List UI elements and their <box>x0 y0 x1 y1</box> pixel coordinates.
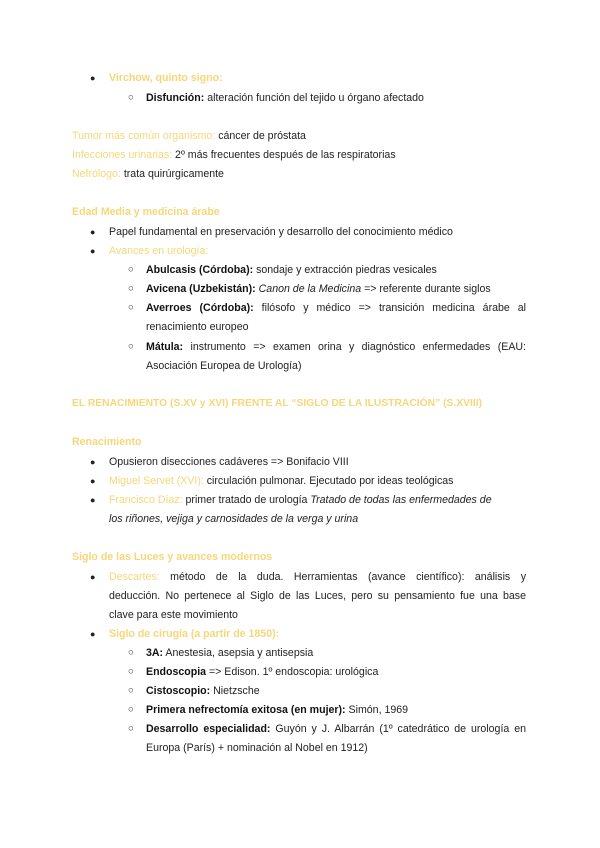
cirugia-item-nefrectomia: Primera nefrectomía exitosa (en mujer): Simón, 1969 <box>146 704 409 716</box>
descartes-item-cont: deducción. No pertenece al Siglo de las Luces, pero su pensamiento fue una base <box>109 590 526 602</box>
averroes-item-cont: renacimiento europeo <box>146 321 249 333</box>
edad-media-title: Edad Media y medicina árabe <box>72 206 220 218</box>
hollow-bullet-icon: ○ <box>128 264 134 275</box>
hollow-bullet-icon: ○ <box>128 723 134 734</box>
descartes-item-cont-2: clave para este movimiento <box>109 609 238 621</box>
bullet-icon: ● <box>90 457 96 467</box>
descartes-item: Descartes: método de la duda. Herramientas (avance científico): análisis y <box>109 571 526 583</box>
renacimiento-item-3-cont: los riñones, vejiga y carnosidades de la verga y urina <box>109 513 359 525</box>
bullet-icon: ● <box>90 572 96 582</box>
matula-item-cont: Asociación Europea de Urología) <box>146 360 302 372</box>
luces-title: Siglo de las Luces y avances modernos <box>72 551 273 563</box>
cirugia-item-cistoscopio: Cistoscopio: Nietzsche <box>146 685 260 697</box>
bullet-icon: ● <box>90 227 96 237</box>
bullet-icon: ● <box>90 246 96 256</box>
averroes-item: Averroes (Córdoba): filósofo y médico => transición medicina árabe al <box>146 302 526 314</box>
cirugia-heading: Siglo de cirugía (a partir de 1850): <box>109 628 280 640</box>
renacimiento-title: Renacimiento <box>72 436 142 448</box>
matula-item: Mátula: instrumento => examen orina y diagnóstico enfermedades (EAU: <box>146 341 526 353</box>
cirugia-item-especialidad: Desarrollo especialidad: Guyón y J. Albarrán (1º catedrático de urología en <box>146 723 526 735</box>
edad-media-bullet-2: Avances en urología: <box>109 245 209 257</box>
renacimiento-item-2: Miguel Servet (XVI): circulación pulmonar. Ejecutado por ideas teológicas <box>109 475 454 487</box>
hollow-bullet-icon: ○ <box>128 666 134 677</box>
hollow-bullet-icon: ○ <box>128 302 134 313</box>
hollow-bullet-icon: ○ <box>128 704 134 715</box>
virchow-heading: Virchow, quinto signo: <box>109 72 223 84</box>
renacimiento-item-3: Francisco Díaz: primer tratado de urología Tratado de todas las enfermedades de <box>109 494 492 506</box>
hollow-bullet-icon: ○ <box>128 283 134 294</box>
hollow-bullet-icon: ○ <box>128 92 134 103</box>
fact-infecciones: Infecciones urinarias: 2º más frecuentes después de las respiratorias <box>72 149 396 161</box>
hollow-bullet-icon: ○ <box>128 341 134 352</box>
cirugia-item-3a: 3A: Anestesia, asepsia y antisepsia <box>146 647 314 659</box>
edad-media-bullet-1: Papel fundamental en preservación y desarrollo del conocimiento médico <box>109 226 453 238</box>
renacimiento-main-heading: EL RENACIMIENTO (S.XV y XVI) FRENTE AL “SIGLO DE LA ILUSTRACIÓN” (S.XVIII) <box>72 398 483 409</box>
fact-tumor: Tumor más común organismo: cáncer de próstata <box>72 130 306 142</box>
cirugia-item-endoscopia: Endoscopia => Edison. 1º endoscopia: urológica <box>146 666 379 678</box>
renacimiento-item-1: Opusieron disecciones cadáveres => Bonifacio VIII <box>109 456 349 468</box>
bullet-icon: ● <box>90 495 96 505</box>
bullet-icon: ● <box>90 476 96 486</box>
cirugia-item-especialidad-cont: Europa (París) + nominación al Nobel en 1912) <box>146 742 368 754</box>
fact-nefrologo: Nefrólogo: trata quirúrgicamente <box>72 168 224 180</box>
hollow-bullet-icon: ○ <box>128 685 134 696</box>
hollow-bullet-icon: ○ <box>128 647 134 658</box>
avicena-item: Avicena (Uzbekistán): Canon de la Medicina => referente durante siglos <box>146 283 491 295</box>
bullet-icon: ● <box>90 629 96 639</box>
abulcasis-item: Abulcasis (Córdoba): sondaje y extracción piedras vesicales <box>146 264 437 276</box>
bullet-icon: ● <box>90 73 96 83</box>
virchow-item: Disfunción: alteración función del tejido u órgano afectado <box>146 92 424 104</box>
